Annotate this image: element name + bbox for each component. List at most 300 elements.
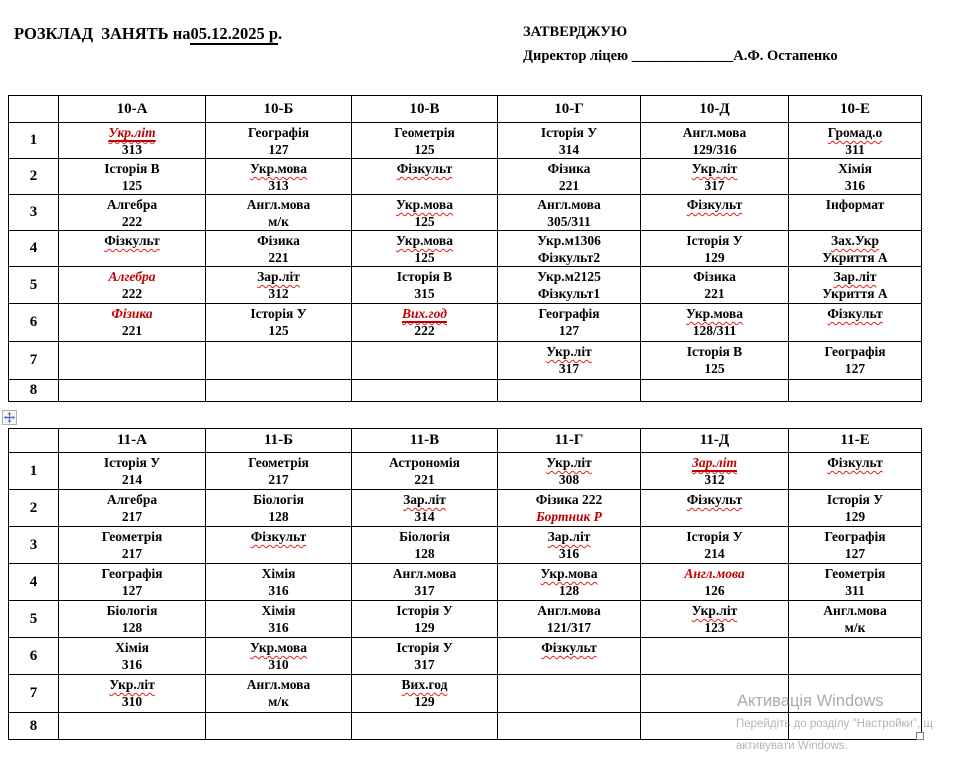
schedule-cell-10-Г-1	[498, 123, 641, 159]
schedule-cell-11-Б-1	[206, 453, 352, 490]
schedule-line: 221	[414, 472, 435, 487]
schedule-line: Укр.мова	[250, 161, 307, 176]
schedule-line: 129/316	[692, 142, 737, 157]
schedule-line: Англ.мова	[823, 603, 887, 618]
schedule-line: Історія У	[396, 640, 453, 655]
schedule-cell-11-В-4	[352, 564, 498, 601]
schedule-cell-11-Д-4	[641, 564, 789, 601]
schedule-line: 127	[844, 361, 866, 376]
schedule-line: Біологія	[106, 603, 158, 618]
windows-activation-watermark-line2: Перейдіть до розділу "Настройки", щ	[736, 718, 933, 730]
schedule-line: Географія	[101, 566, 163, 581]
schedule-line: Укр.літ	[109, 677, 155, 692]
lesson-number: 6	[9, 304, 59, 342]
schedule-line: 129	[414, 620, 435, 635]
schedule-line: 317	[704, 178, 725, 193]
schedule-cell-10-А-7	[59, 342, 206, 380]
schedule-cell-11-В-7	[352, 675, 498, 713]
schedule-line: Історія В	[686, 344, 743, 359]
schedule-line: 316	[558, 546, 580, 561]
schedule-line: 129	[704, 250, 725, 265]
lesson-number: 3	[9, 195, 59, 231]
lesson-row-1	[9, 453, 922, 490]
schedule-line: 316	[268, 583, 289, 598]
schedule-cell-10-Е-7	[789, 342, 922, 380]
schedule-cell-10-Д-8	[641, 380, 789, 402]
schedule-cell-11-Д-1	[641, 453, 789, 490]
lesson-number: 8	[9, 380, 59, 402]
schedule-cell-11-Г-2	[498, 490, 641, 527]
schedule-line: Історія В	[396, 269, 453, 284]
schedule-line: Фізкульт	[104, 233, 160, 248]
schedule-line: Укр.м2125	[537, 269, 601, 284]
schedule-line: Історія У	[540, 125, 598, 140]
lesson-row-4	[9, 231, 922, 267]
schedule-cell-10-Б-3	[206, 195, 352, 231]
schedule-cell-10-Е-4	[789, 231, 922, 267]
schedule-line: Англ.мова	[392, 566, 457, 581]
schedule-cell-10-А-6	[59, 304, 206, 342]
lesson-number: 2	[9, 490, 59, 527]
lesson-number: 4	[9, 231, 59, 267]
lesson-row-5	[9, 601, 922, 638]
schedule-line: 129	[414, 694, 435, 709]
corner-cell	[9, 429, 59, 453]
class-header-10-Б: 10-Б	[206, 96, 352, 123]
schedule-line: Історія В	[104, 161, 160, 176]
schedule-line: Укр.мова	[686, 306, 743, 321]
schedule-cell-10-Д-1	[641, 123, 789, 159]
director-name: А.Ф. Остапенко	[733, 48, 838, 64]
signature-blank: ______________	[631, 48, 734, 64]
schedule-cell-10-В-6	[352, 304, 498, 342]
schedule-line: 128/311	[692, 323, 737, 338]
title-text: РОЗКЛАД ЗАНЯТЬ на	[14, 24, 191, 43]
director-label: Директор ліцею	[523, 48, 632, 64]
schedule-line: 313	[121, 142, 143, 157]
schedule-cell-11-Д-8	[641, 713, 789, 740]
schedule-line: Фізкульт	[686, 492, 743, 507]
lesson-row-5	[9, 267, 922, 304]
schedule-line: м/к	[268, 694, 289, 709]
schedule-line: 125	[414, 142, 435, 157]
schedule-line: Історія У	[686, 233, 743, 248]
schedule-line: Геометрія	[248, 455, 309, 470]
schedule-line: 315	[414, 286, 435, 301]
schedule-line: 311	[845, 142, 865, 157]
schedule-line: Вих.год	[402, 306, 447, 321]
schedule-line: 126	[704, 583, 725, 598]
lesson-number: 5	[9, 267, 59, 304]
schedule-cell-10-А-5	[59, 267, 206, 304]
schedule-cell-11-Б-6	[206, 638, 352, 675]
schedule-line: 316	[844, 178, 866, 193]
schedule-cell-11-А-6	[59, 638, 206, 675]
schedule-line: Укриття А	[822, 286, 888, 301]
schedule-line: 316	[268, 620, 289, 635]
schedule-cell-11-Г-3	[498, 527, 641, 564]
schedule-cell-10-А-1	[59, 123, 206, 159]
schedule-line: Хімія	[838, 161, 872, 176]
schedule-line: Громад.о	[827, 125, 883, 140]
schedule-line: 127	[121, 583, 143, 598]
schedule-line: Англ.мова	[537, 603, 601, 618]
schedule-line: Укр.мова	[250, 640, 307, 655]
schedule-line: Зар.літ	[833, 269, 877, 284]
schedule-line: 316	[121, 657, 143, 672]
schedule-line: 310	[121, 694, 143, 709]
schedule-cell-10-Е-8	[789, 380, 922, 402]
class-header-10-В: 10-В	[352, 96, 498, 123]
schedule-line: 311	[845, 583, 865, 598]
schedule-cell-11-А-1	[59, 453, 206, 490]
lesson-number: 8	[9, 713, 59, 740]
class-header-10-А: 10-А	[59, 96, 206, 123]
schedule-line: Зар.літ	[257, 269, 300, 284]
move-arrows-icon	[4, 412, 15, 423]
schedule-line: Алгебра	[108, 269, 156, 284]
schedule-cell-11-Е-2	[789, 490, 922, 527]
schedule-line: Укр.мова	[540, 566, 598, 581]
schedule-line: 125	[704, 361, 725, 376]
schedule-line: Укр.літ	[546, 344, 592, 359]
schedule-cell-10-Е-1	[789, 123, 922, 159]
lesson-row-4	[9, 564, 922, 601]
schedule-cell-10-А-3	[59, 195, 206, 231]
lesson-row-7	[9, 675, 922, 713]
schedule-line: 217	[268, 472, 289, 487]
schedule-line: Фізкульт1	[537, 286, 601, 301]
lesson-number: 4	[9, 564, 59, 601]
lesson-row-3	[9, 527, 922, 564]
schedule-cell-11-Д-7	[641, 675, 789, 713]
schedule-line: 221	[704, 286, 725, 301]
schedule-line: Фізкульт2	[537, 250, 601, 265]
windows-activation-watermark-title: Активація Windows	[737, 692, 884, 710]
schedule-cell-11-В-5	[352, 601, 498, 638]
schedule-cell-11-А-8	[59, 713, 206, 740]
schedule-cell-10-Г-5	[498, 267, 641, 304]
schedule-cell-10-Г-3	[498, 195, 641, 231]
timetable-grade-10-wrap	[8, 95, 922, 402]
schedule-cell-10-Г-8	[498, 380, 641, 402]
schedule-line: 128	[268, 509, 289, 524]
schedule-line: Інформат	[825, 197, 885, 212]
schedule-line: Геометрія	[394, 125, 455, 140]
schedule-cell-11-Г-5	[498, 601, 641, 638]
schedule-cell-11-Б-3	[206, 527, 352, 564]
schedule-cell-10-Д-4	[641, 231, 789, 267]
schedule-line: 312	[268, 286, 289, 301]
schedule-line: Укр.м1306	[537, 233, 601, 248]
approve-word: ЗАТВЕРДЖУЮ	[523, 24, 628, 40]
schedule-line: Фізика 222	[535, 492, 603, 507]
schedule-line: Географія	[824, 529, 886, 544]
schedule-line: Географія	[824, 344, 886, 359]
schedule-line: Біологія	[253, 492, 304, 507]
schedule-cell-10-В-8	[352, 380, 498, 402]
schedule-cell-10-Г-2	[498, 159, 641, 195]
schedule-line: Фізкульт	[396, 161, 453, 176]
schedule-cell-10-Б-4	[206, 231, 352, 267]
class-header-10-Е: 10-Е	[789, 96, 922, 123]
schedule-cell-10-Е-5	[789, 267, 922, 304]
schedule-line: Фізика	[111, 306, 153, 321]
schedule-line: 214	[704, 546, 725, 561]
schedule-cell-11-Е-8	[789, 713, 922, 740]
schedule-line: Геометрія	[824, 566, 886, 581]
schedule-line: Англ.мова	[684, 566, 745, 581]
lesson-row-6	[9, 304, 922, 342]
schedule-cell-11-В-6	[352, 638, 498, 675]
schedule-line: Укр.літ	[691, 603, 738, 618]
schedule-line: 127	[844, 546, 866, 561]
schedule-line: 217	[121, 509, 143, 524]
class-header-11-Б: 11-Б	[206, 429, 352, 453]
schedule-line: 129	[844, 509, 866, 524]
schedule-line: 222	[414, 323, 435, 338]
schedule-line: Фізика	[547, 161, 591, 176]
schedule-cell-10-Б-1	[206, 123, 352, 159]
schedule-line: Історія У	[103, 455, 161, 470]
table-resize-handle[interactable]	[916, 732, 924, 740]
timetable-grade-10	[8, 95, 922, 402]
schedule-cell-11-Д-3	[641, 527, 789, 564]
windows-activation-watermark-line3: активувати Windows.	[736, 740, 848, 752]
schedule-line: 313	[268, 178, 289, 193]
schedule-line: Укр.літ	[546, 455, 592, 470]
lesson-row-2	[9, 490, 922, 527]
schedule-cell-11-Е-7	[789, 675, 922, 713]
schedule-line: 317	[558, 361, 580, 376]
schedule-line: 125	[414, 214, 435, 229]
schedule-cell-11-Г-4	[498, 564, 641, 601]
schedule-line: 128	[121, 620, 143, 635]
schedule-cell-11-В-3	[352, 527, 498, 564]
schedule-cell-10-Д-2	[641, 159, 789, 195]
schedule-cell-10-Д-3	[641, 195, 789, 231]
lesson-number: 1	[9, 123, 59, 159]
schedule-line: 308	[558, 472, 580, 487]
table-move-handle[interactable]	[2, 410, 17, 425]
schedule-cell-11-Б-7	[206, 675, 352, 713]
schedule-line: Географія	[247, 125, 310, 140]
schedule-line: Фізкульт	[827, 455, 883, 470]
lesson-number: 1	[9, 453, 59, 490]
schedule-line: Зах.Укр	[830, 233, 880, 248]
lesson-row-1	[9, 123, 922, 159]
schedule-cell-10-В-1	[352, 123, 498, 159]
schedule-line: Зар.літ	[692, 455, 737, 470]
document-title	[14, 24, 282, 44]
class-header-11-А: 11-А	[59, 429, 206, 453]
class-header-10-Д: 10-Д	[641, 96, 789, 123]
class-header-11-В: 11-В	[352, 429, 498, 453]
schedule-line: Фізкульт	[250, 529, 307, 544]
schedule-line: Зар.літ	[403, 492, 446, 507]
lesson-row-2	[9, 159, 922, 195]
schedule-cell-11-Е-1	[789, 453, 922, 490]
schedule-line: 128	[414, 546, 435, 561]
schedule-cell-10-Б-5	[206, 267, 352, 304]
schedule-line: 221	[268, 250, 289, 265]
schedule-cell-11-Г-6	[498, 638, 641, 675]
schedule-line: м/к	[268, 214, 289, 229]
schedule-cell-10-В-5	[352, 267, 498, 304]
schedule-cell-10-Б-8	[206, 380, 352, 402]
schedule-line: Англ.мова	[246, 197, 311, 212]
schedule-cell-10-Е-6	[789, 304, 922, 342]
schedule-line: Астрономія	[389, 455, 460, 470]
schedule-line: Історія У	[826, 492, 884, 507]
timetable-grade-11	[8, 428, 922, 740]
schedule-line: Алгебра	[106, 197, 158, 212]
schedule-cell-10-Е-3	[789, 195, 922, 231]
lesson-row-8	[9, 380, 922, 402]
schedule-cell-10-Е-2	[789, 159, 922, 195]
schedule-line: Укр.мова	[396, 197, 453, 212]
lesson-number: 5	[9, 601, 59, 638]
schedule-line: 125	[414, 250, 435, 265]
schedule-cell-11-Г-8	[498, 713, 641, 740]
schedule-cell-11-А-7	[59, 675, 206, 713]
schedule-cell-10-В-4	[352, 231, 498, 267]
lesson-row-3	[9, 195, 922, 231]
schedule-cell-11-А-3	[59, 527, 206, 564]
schedule-line: Фізкульт	[541, 640, 597, 655]
schedule-line: Англ.мова	[537, 197, 601, 212]
schedule-line: Географія	[538, 306, 600, 321]
schedule-cell-10-Д-5	[641, 267, 789, 304]
schedule-cell-10-В-3	[352, 195, 498, 231]
schedule-cell-11-А-4	[59, 564, 206, 601]
schedule-line: Фізика	[693, 269, 736, 284]
schedule-line: Історія У	[250, 306, 307, 321]
schedule-line: 125	[121, 178, 143, 193]
schedule-cell-11-Г-1	[498, 453, 641, 490]
schedule-line: Зар.літ	[547, 529, 591, 544]
schedule-line: 317	[414, 657, 435, 672]
lesson-number: 7	[9, 342, 59, 380]
schedule-cell-10-Г-7	[498, 342, 641, 380]
approval-stamp	[523, 20, 838, 68]
schedule-cell-11-В-1	[352, 453, 498, 490]
schedule-line: 310	[268, 657, 289, 672]
schedule-cell-11-Д-2	[641, 490, 789, 527]
schedule-cell-10-Б-2	[206, 159, 352, 195]
schedule-line: 314	[558, 142, 580, 157]
schedule-line: Вих.год	[401, 677, 448, 692]
lesson-row-8	[9, 713, 922, 740]
schedule-line: 221	[121, 323, 143, 338]
schedule-line: Англ.мова	[682, 125, 747, 140]
schedule-line: Бортник Р	[536, 509, 602, 524]
schedule-line: м/к	[844, 620, 866, 635]
title-period: .	[278, 24, 283, 43]
schedule-line: 221	[558, 178, 580, 193]
schedule-line: Біологія	[399, 529, 450, 544]
schedule-line: 312	[704, 472, 725, 487]
schedule-cell-11-Е-4	[789, 564, 922, 601]
schedule-line: Фізкульт	[686, 197, 743, 212]
schedule-cell-10-Д-7	[641, 342, 789, 380]
schedule-cell-11-Е-6	[789, 638, 922, 675]
schedule-line: 123	[704, 620, 725, 635]
schedule-line: 305/311	[547, 214, 591, 229]
lesson-number: 6	[9, 638, 59, 675]
timetable-grade-11-wrap	[8, 428, 922, 740]
schedule-line: 214	[121, 472, 143, 487]
lesson-number: 2	[9, 159, 59, 195]
schedule-cell-10-Б-7	[206, 342, 352, 380]
schedule-line: Укр.літ	[108, 125, 156, 140]
schedule-line: 317	[414, 583, 435, 598]
title-date: 05.12.2025 р	[190, 24, 279, 43]
lesson-number: 7	[9, 675, 59, 713]
schedule-line: Історія У	[396, 603, 453, 618]
schedule-cell-11-Б-2	[206, 490, 352, 527]
schedule-line: Укр.мова	[396, 233, 453, 248]
schedule-line: 128	[558, 583, 580, 598]
schedule-cell-10-Г-4	[498, 231, 641, 267]
schedule-line: Хімія	[261, 566, 296, 581]
schedule-cell-11-Б-8	[206, 713, 352, 740]
class-header-10-Г: 10-Г	[498, 96, 641, 123]
schedule-cell-11-Д-5	[641, 601, 789, 638]
schedule-line: Фізкульт	[827, 306, 883, 321]
schedule-line: Фізика	[257, 233, 300, 248]
schedule-cell-11-Е-5	[789, 601, 922, 638]
lesson-row-6	[9, 638, 922, 675]
schedule-line: Хімія	[261, 603, 296, 618]
lesson-row-7	[9, 342, 922, 380]
schedule-line: Хімія	[115, 640, 149, 655]
schedule-cell-10-В-7	[352, 342, 498, 380]
schedule-line: 125	[268, 323, 289, 338]
schedule-cell-10-А-8	[59, 380, 206, 402]
schedule-line: 314	[414, 509, 435, 524]
schedule-cell-11-Г-7	[498, 675, 641, 713]
schedule-line: Англ.мова	[246, 677, 311, 692]
schedule-cell-10-Д-6	[641, 304, 789, 342]
schedule-cell-10-А-2	[59, 159, 206, 195]
schedule-cell-10-Г-6	[498, 304, 641, 342]
schedule-cell-11-В-8	[352, 713, 498, 740]
schedule-cell-11-Б-4	[206, 564, 352, 601]
schedule-cell-11-Е-3	[789, 527, 922, 564]
class-header-11-Д: 11-Д	[641, 429, 789, 453]
schedule-line: Геометрія	[101, 529, 163, 544]
schedule-line: 222	[121, 286, 143, 301]
lesson-number: 3	[9, 527, 59, 564]
schedule-line: 222	[121, 214, 143, 229]
schedule-cell-10-А-4	[59, 231, 206, 267]
schedule-line: Алгебра	[106, 492, 158, 507]
schedule-line: Укриття А	[822, 250, 888, 265]
schedule-cell-10-Б-6	[206, 304, 352, 342]
schedule-line: 127	[558, 323, 580, 338]
schedule-line: 121/317	[546, 620, 592, 635]
corner-cell	[9, 96, 59, 123]
schedule-line: Укр.літ	[691, 161, 738, 176]
schedule-cell-10-В-2	[352, 159, 498, 195]
schedule-cell-11-Д-6	[641, 638, 789, 675]
schedule-cell-11-А-2	[59, 490, 206, 527]
schedule-cell-11-А-5	[59, 601, 206, 638]
class-header-11-Г: 11-Г	[498, 429, 641, 453]
schedule-line: 127	[268, 142, 289, 157]
schedule-line: Історія У	[686, 529, 743, 544]
